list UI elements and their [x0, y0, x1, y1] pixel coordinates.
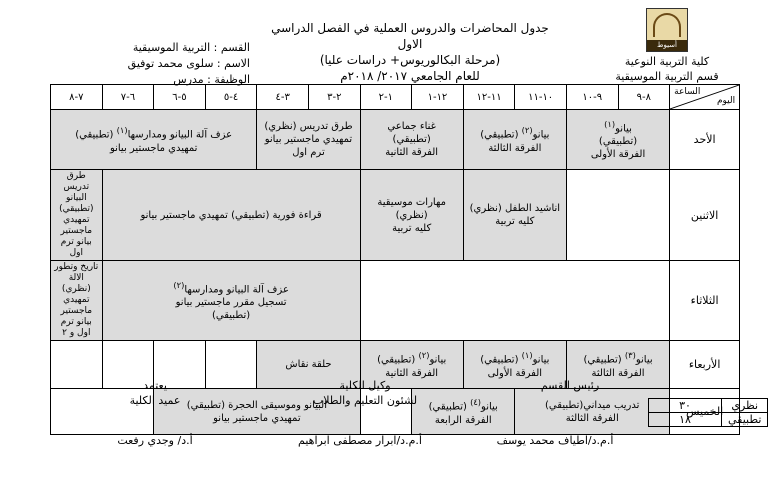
vice-dean: وكيل الكلية لشئون التعليم والطلاب [312, 379, 418, 407]
class-cell: بيانو$^{(١)}$ (تطبيقي) الفرقة الأولى [566, 110, 669, 170]
staff-job: الوظيفة : مدرس [173, 73, 250, 86]
day-label: الثلاثاء [670, 261, 740, 341]
academic-year: للعام الجامعي ٢٠١٧/ ٢٠١٨م [340, 69, 480, 83]
class-cell: طرق تدريس البيانو (تطبيقي) تمهيدي ماجستير بيانو ترم اول [51, 170, 103, 261]
faculty-header [572, 8, 762, 84]
practical-label: تطبيقي [722, 413, 768, 427]
class-cell: حلقة نقاش [257, 341, 360, 389]
time-slot: ١٢-١ [412, 85, 464, 110]
time-slot: ٦-٧ [102, 85, 154, 110]
class-cell: تاريخ وتطور الالة (نظري) تمهيدي ماجستير بيانو ترم اول و ٢ [51, 261, 103, 341]
theory-label: نظري [722, 399, 768, 413]
empty-cell [360, 261, 670, 341]
class-cell: طرق تدريس (نظري) تمهيدي ماجستير بيانو ترم اول [257, 110, 360, 170]
class-cell: بيانو$^{(٢)}$ (تطبيقي) الفرقة الثانية [360, 341, 463, 389]
head-of-department-name: أ.م.د/اطياف محمد يوسف [496, 434, 614, 447]
class-cell: مهارات موسيقية (نظري) كليه تربية [360, 170, 463, 261]
time-slot: ١٠-١١ [515, 85, 567, 110]
university-logo: أسيوط [646, 8, 688, 52]
class-cell: عزف آلة البيانو ومدارسها$^{(١)}$ (تطبيقي) تمهيدي ماجستير بيانو [51, 110, 257, 170]
theory-value: ٣٠ [649, 399, 722, 413]
class-cell: عزف آلة البيانو ومدارسها$^{(٢)}$ تسجيل مقرر ماجستير بيانو (تطبيقي) [102, 261, 360, 341]
hours-summary [648, 398, 768, 427]
dean-name: أ.د/ وجدي رفعت [117, 434, 193, 447]
time-slot: ٥-٦ [154, 85, 206, 110]
vice-dean-name: أ.م.د/ابرار مصطفى ابراهيم [298, 434, 422, 447]
class-cell: بيانو$^{(١)}$ (تطبيقي) الفرقة الأولى [463, 341, 566, 389]
corner-cell: الساعة اليوم [670, 85, 740, 110]
day-label: الأربعاء [670, 341, 740, 389]
practical-row [649, 413, 768, 427]
class-cell: قراءة فورية (تطبيقي) تمهيدي ماجستير بيانو [102, 170, 360, 261]
head-of-department: رئيس القسم [540, 379, 600, 392]
time-slot: ٨-٩ [618, 85, 670, 110]
time-slot: ١-٢ [360, 85, 412, 110]
day-row-sunday [51, 110, 740, 170]
staff-info [50, 40, 250, 88]
time-slot: ٩-١٠ [566, 85, 618, 110]
class-cell: تدريب ميداني(تطبيقي) الفرقة الثالثة [515, 389, 670, 435]
staff-name: الاسم : سلوى محمد توفيق [127, 57, 250, 70]
page-title-block [260, 20, 560, 84]
class-cell: اناشيد الطفل (نظري) كليه تربية [463, 170, 566, 261]
class-cell: بيانو$^{(٤)}$ (تطبيقي) الفرقة الرابعة [412, 389, 515, 435]
empty-cell [566, 170, 669, 261]
time-slot: ١١-١٢ [463, 85, 515, 110]
day-label: الاثنين [670, 170, 740, 261]
time-slot: ٢-٣ [308, 85, 360, 110]
day-label: الخميس [670, 389, 740, 435]
time-slot: ٣-٤ [257, 85, 309, 110]
page-subtitle: (مرحلة البكالوريوس+ دراسات عليا) [319, 53, 501, 67]
staff-department: القسم : التربية الموسيقية [132, 41, 250, 54]
class-cell: بيانو$^{(٣)}$ (تطبيقي) الفرقة الثالثة [566, 341, 669, 389]
theory-row [649, 399, 768, 413]
page-title: جدول المحاضرات والدروس العملية في الفصل الدراسي الاول [271, 21, 549, 51]
day-row-tuesday [51, 261, 740, 341]
practical-value: ١٨ [649, 413, 722, 427]
class-cell: غناء جماعي (تطبيقي) الفرقة الثانية [360, 110, 463, 170]
day-row-monday [51, 170, 740, 261]
day-label: الأحد [670, 110, 740, 170]
faculty-name: كلية التربية النوعية [624, 55, 710, 68]
time-header-row [51, 85, 740, 110]
class-cell: بيانو$^{(٢)}$ (تطبيقي) الفرقة الثالثة [463, 110, 566, 170]
time-slot: ٤-٥ [205, 85, 257, 110]
dean: يعتمد عميد الكلية [129, 379, 181, 407]
time-slot: ٧-٨ [51, 85, 103, 110]
department-name: قسم التربية الموسيقية [615, 70, 719, 83]
class-cell: البيانو وموسيقى الحجرة (تطبيقي) تمهيدي ماجستير بيانو [154, 389, 360, 435]
